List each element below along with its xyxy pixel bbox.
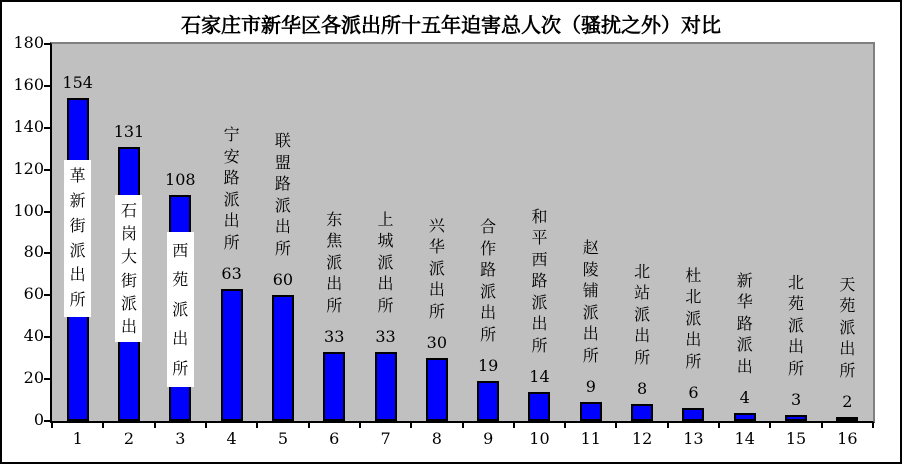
x-axis-tick (51, 423, 53, 428)
x-category-label: 6 (329, 429, 340, 448)
x-axis-tick (615, 423, 617, 428)
bar (323, 352, 345, 421)
x-category-label: 15 (785, 429, 807, 448)
bar-name-label: 联 盟 路 派 出 所 (274, 131, 291, 258)
bar (426, 358, 448, 421)
bar-name-label: 和 平 西 路 派 出 所 (531, 206, 548, 355)
bar-value-label: 63 (221, 264, 242, 283)
x-category-label: 12 (631, 429, 653, 448)
bar (221, 289, 243, 421)
bar (477, 381, 499, 421)
y-axis-tick-label: 160 (13, 74, 44, 94)
bar (580, 402, 602, 421)
y-axis-tick-label: 120 (13, 158, 44, 178)
bar (734, 413, 756, 421)
y-axis-tick (44, 169, 50, 171)
x-category-label: 7 (380, 429, 391, 448)
x-axis-tick (410, 423, 412, 428)
chart-title: 石家庄市新华区各派出所十五年迫害总人次（骚扰之外）对比 (181, 13, 721, 37)
y-axis-tick (44, 43, 50, 45)
bar (528, 392, 550, 421)
y-axis-tick (44, 378, 50, 380)
bar (375, 352, 397, 421)
bar-name-label: 东 焦 派 出 所 (326, 209, 343, 315)
bar-name-label: 北 苑 派 出 所 (788, 272, 805, 378)
x-category-label: 10 (529, 429, 550, 448)
x-category-label: 14 (734, 429, 755, 448)
bar-value-label: 4 (739, 388, 750, 407)
x-category-label: 8 (431, 429, 442, 448)
x-category-label: 5 (277, 429, 288, 448)
bar (272, 295, 294, 421)
x-category-label: 9 (483, 429, 494, 448)
x-axis-tick (359, 423, 361, 428)
y-axis-tick (44, 336, 50, 338)
x-axis-tick (256, 423, 258, 428)
bar-value-label: 2 (842, 392, 853, 411)
y-axis-tick (44, 420, 50, 422)
x-axis-tick (718, 423, 720, 428)
bar-name-label: 新 华 路 派 出 (736, 270, 753, 376)
bar (631, 404, 653, 421)
x-category-label: 11 (580, 429, 601, 448)
y-axis-tick-label: 40 (23, 326, 44, 346)
bar-value-label: 3 (790, 390, 802, 409)
y-axis-tick (44, 211, 50, 213)
bar-value-label: 14 (529, 367, 550, 386)
bar (836, 417, 858, 421)
bar-name-label: 赵 陵 铺 派 出 所 (582, 238, 599, 365)
bar-name-label: 杜 北 派 出 所 (685, 265, 702, 371)
bar-value-label: 8 (637, 379, 648, 398)
bar-name-label-boxed: 革 新 街 派 出 所 (64, 160, 91, 317)
bar-value-label: 6 (688, 383, 699, 402)
x-category-label: 16 (837, 429, 858, 448)
bar-name-label-boxed: 西 苑 派 出 所 (167, 232, 194, 387)
x-axis-tick (205, 423, 207, 428)
bar-value-label: 33 (375, 327, 396, 346)
y-axis-tick-label: 100 (13, 200, 44, 220)
bar-name-label: 宁 安 路 派 出 所 (223, 125, 240, 252)
x-category-label: 3 (175, 429, 186, 448)
bar-name-label: 天 苑 派 出 所 (839, 274, 856, 380)
y-axis-tick-label: 180 (13, 33, 44, 52)
bar-value-label: 33 (324, 327, 345, 346)
y-axis-tick-label: 0 (33, 410, 44, 429)
bar-value-label: 30 (426, 333, 448, 352)
x-axis-tick (667, 423, 669, 428)
x-axis-tick (308, 423, 310, 428)
x-category-label: 1 (72, 429, 83, 448)
bar-value-label: 9 (585, 377, 596, 396)
y-axis-tick-label: 140 (13, 116, 44, 136)
y-axis-tick (44, 127, 50, 129)
bar-name-label: 兴 华 派 出 所 (428, 215, 445, 321)
y-axis-tick-label: 60 (23, 284, 44, 304)
x-axis-tick (513, 423, 515, 428)
x-axis-tick (154, 423, 156, 428)
bar (682, 408, 704, 421)
x-category-label: 4 (226, 429, 237, 448)
bar-name-label-boxed: 石 岗 大 街 派 出 (115, 195, 142, 342)
x-axis-tick (102, 423, 104, 428)
y-axis-tick (44, 294, 50, 296)
bar-value-label: 154 (62, 73, 93, 92)
x-axis-tick (821, 423, 823, 428)
x-category-label: 13 (683, 429, 704, 448)
bar-name-label: 北 站 派 出 所 (634, 261, 651, 367)
bar (785, 415, 807, 421)
x-axis-tick (872, 423, 874, 428)
bar-value-label: 131 (113, 122, 145, 141)
y-axis-tick (44, 252, 50, 254)
bar-name-label: 上 城 派 出 所 (377, 209, 394, 315)
x-category-label: 2 (123, 429, 135, 448)
bar-value-label: 60 (272, 270, 294, 289)
y-axis-tick (44, 85, 50, 87)
bar-value-label: 108 (165, 170, 196, 189)
y-axis-tick-label: 80 (23, 242, 44, 262)
x-axis-tick (769, 423, 771, 428)
bar-name-label: 合 作 路 派 出 所 (480, 217, 497, 344)
bar-value-label: 19 (477, 356, 499, 375)
y-axis-tick-label: 20 (23, 368, 44, 388)
x-axis-tick (564, 423, 566, 428)
x-axis-tick (462, 423, 464, 428)
